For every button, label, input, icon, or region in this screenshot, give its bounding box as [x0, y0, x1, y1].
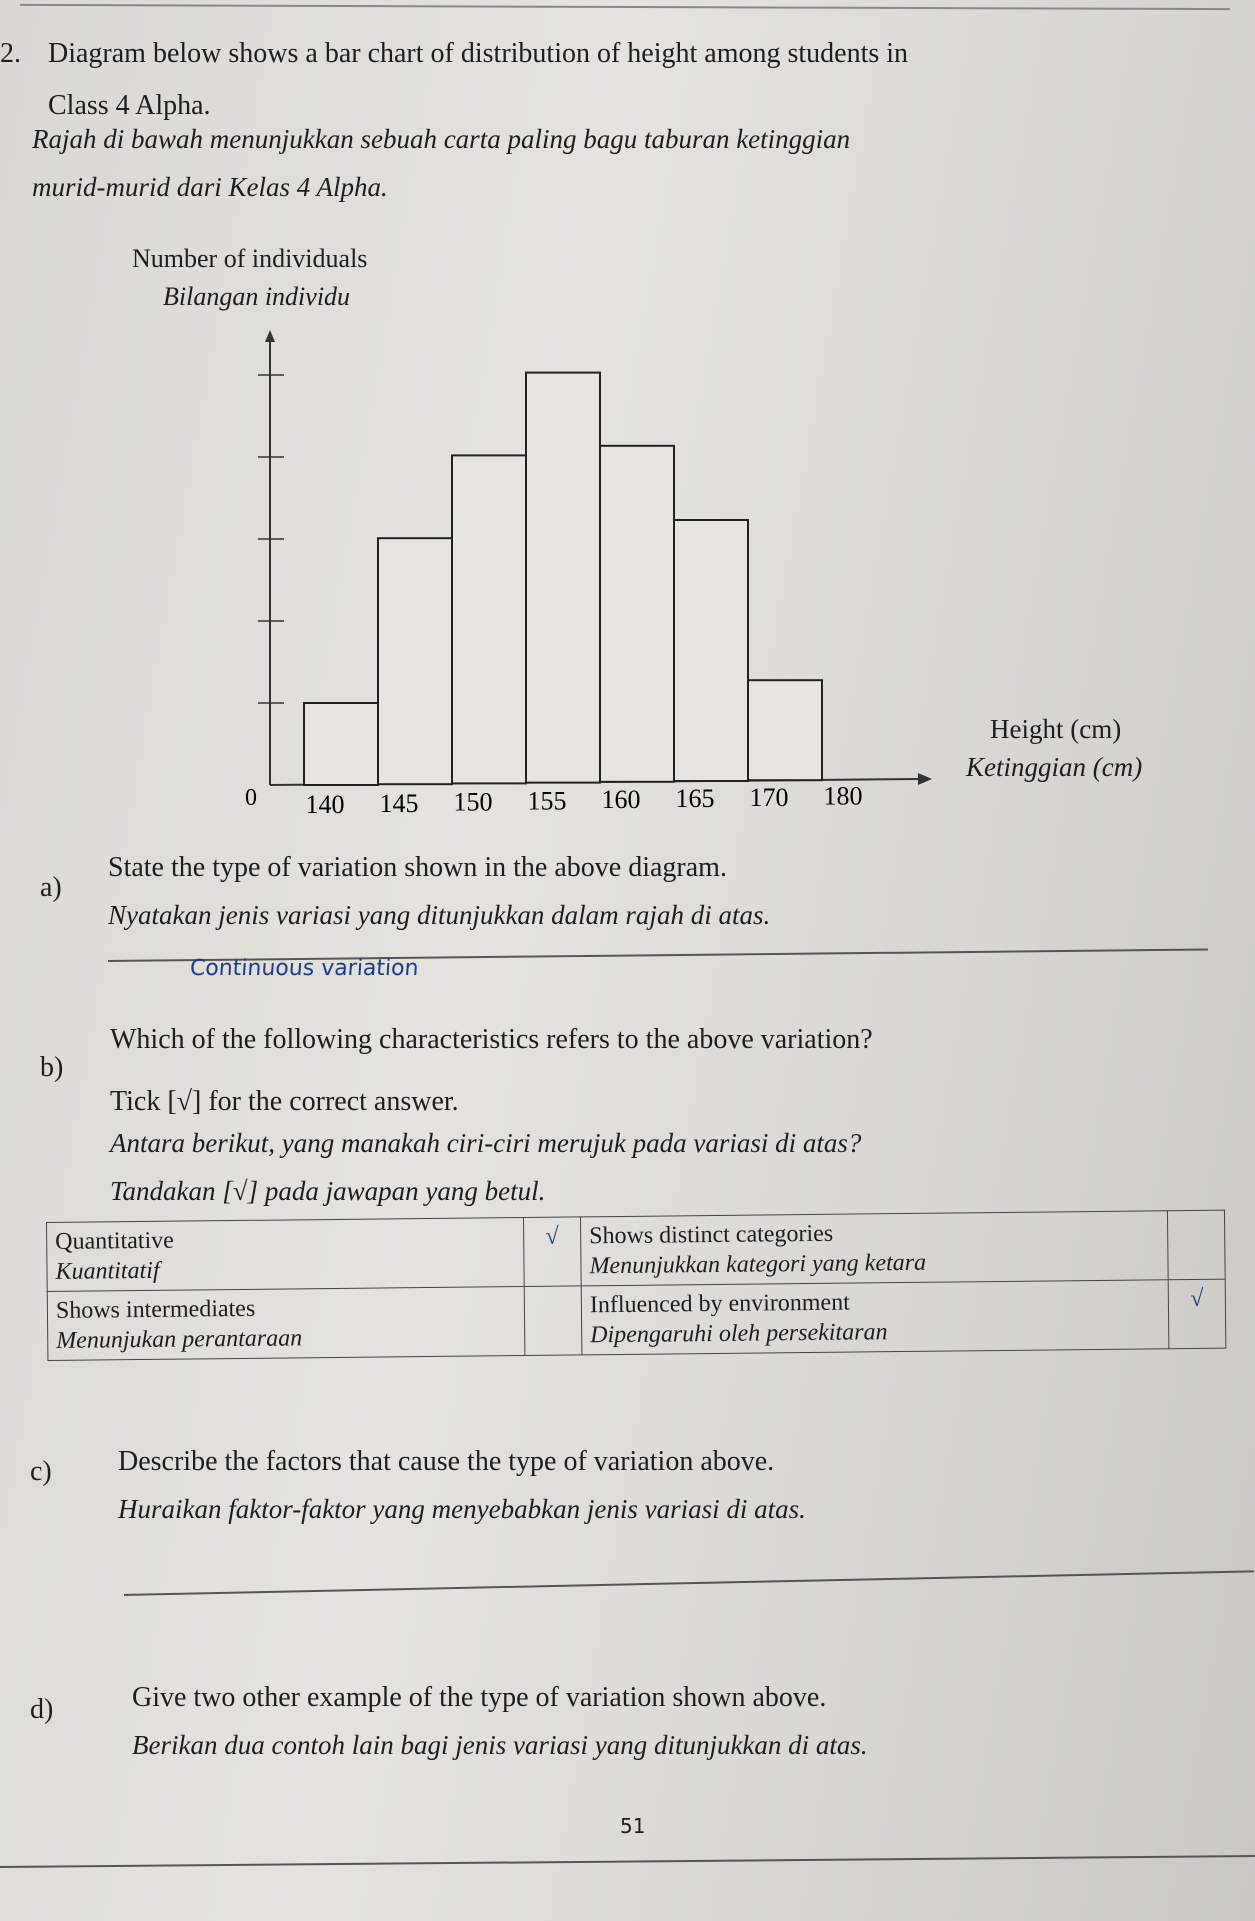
tick-box[interactable]: √ — [1168, 1279, 1226, 1349]
x-tick-label: 180 — [823, 781, 863, 811]
histogram-bar — [452, 455, 526, 783]
option-ms: Menunjukan perantaraan — [56, 1325, 303, 1354]
height-bar-chart — [200, 320, 960, 840]
part-a-answer[interactable]: Continuous variation — [189, 956, 420, 981]
x-tick-label: 165 — [675, 784, 715, 813]
histogram-bar — [304, 703, 378, 785]
option-ms: Kuantitatif — [55, 1257, 160, 1285]
option-en: Influenced by environment — [589, 1289, 850, 1319]
y-axis-arrow — [265, 330, 275, 342]
option-quantitative — [47, 1217, 525, 1291]
question-number: 2. — [0, 38, 21, 69]
part-a-question-ms: Nyatakan jenis variasi yang ditunjukkan dalam rajah di atas. — [108, 900, 771, 930]
page-number: 51 — [620, 1814, 646, 1838]
x-axis-label-ms: Ketinggian (cm) — [966, 752, 1143, 782]
part-d-label: d) — [30, 1694, 54, 1725]
part-a-label: a) — [40, 872, 62, 903]
intro-ms-2: murid-murid dari Kelas 4 Alpha. — [32, 172, 388, 202]
histogram-bar — [674, 520, 748, 781]
option-en: Quantitative — [55, 1227, 174, 1255]
page-bottom-line — [0, 1855, 1255, 1867]
intro-ms-1: Rajah di bawah menunjukkan sebuah carta paling bagu taburan ketinggian — [32, 124, 851, 154]
part-c-question-ms: Huraikan faktor-faktor yang menyebabkan jenis variasi di atas. — [118, 1494, 806, 1524]
y-axis-label-ms: Bilangan individu — [163, 282, 351, 311]
origin-label: 0 — [245, 785, 257, 811]
histogram-bar — [748, 680, 822, 780]
option-ms: Dipengaruhi oleh persekitaran — [590, 1319, 888, 1349]
page-top-border — [20, 4, 1230, 10]
part-a-question-en: State the type of variation shown in the above diagram. — [108, 852, 727, 883]
part-b-question-en-2: Tick [√] for the correct answer. — [110, 1086, 459, 1117]
x-axis-label: Height (cm) — [990, 714, 1122, 744]
table-row — [47, 1279, 1226, 1360]
tick-box[interactable]: √ — [523, 1217, 581, 1287]
option-distinct-categories — [580, 1211, 1168, 1286]
option-environment — [581, 1280, 1169, 1355]
x-tick-label: 145 — [379, 788, 419, 818]
x-tick-label: 170 — [749, 782, 789, 812]
part-b-question-ms-1: Antara berikut, yang manakah ciri-ciri merujuk pada variasi di atas? — [110, 1128, 862, 1158]
x-tick-label: 150 — [453, 787, 493, 817]
part-d-question-en: Give two other example of the type of variation shown above. — [132, 1682, 827, 1713]
table-row — [47, 1210, 1226, 1291]
option-en: Shows intermediates — [55, 1295, 256, 1324]
tick-box[interactable] — [1167, 1210, 1225, 1280]
part-c-label: c) — [30, 1456, 52, 1487]
option-en: Shows distinct categories — [589, 1220, 834, 1250]
part-b-label: b) — [40, 1052, 64, 1083]
x-tick-label: 155 — [527, 786, 567, 816]
intro-en-1: Diagram below shows a bar chart of distribution of height among students in — [48, 38, 909, 69]
part-b-question-en-1: Which of the following characteristics refers to the above variation? — [110, 1024, 873, 1055]
histogram-bar — [526, 373, 600, 783]
part-c-question-en: Describe the factors that cause the type of variation above. — [118, 1446, 775, 1477]
x-tick-label: 140 — [305, 790, 345, 819]
part-b-question-ms-2: Tandakan [√] pada jawapan yang betul. — [110, 1176, 546, 1206]
part-d-question-ms: Berikan dua contoh lain bagi jenis variasi yang ditunjukkan di atas. — [132, 1730, 868, 1760]
part-c-answer-line — [124, 1570, 1254, 1595]
histogram-bar — [378, 538, 452, 784]
option-intermediates — [47, 1286, 525, 1360]
option-ms: Menunjukkan kategori yang ketara — [589, 1249, 927, 1280]
x-tick-label: 160 — [601, 785, 641, 815]
histogram-bar — [600, 446, 674, 782]
y-axis-label: Number of individuals — [132, 244, 368, 273]
characteristics-table — [46, 1210, 1226, 1361]
intro-en-2: Class 4 Alpha. — [48, 90, 211, 121]
tick-box[interactable] — [524, 1286, 582, 1356]
x-axis-arrow — [918, 773, 932, 785]
